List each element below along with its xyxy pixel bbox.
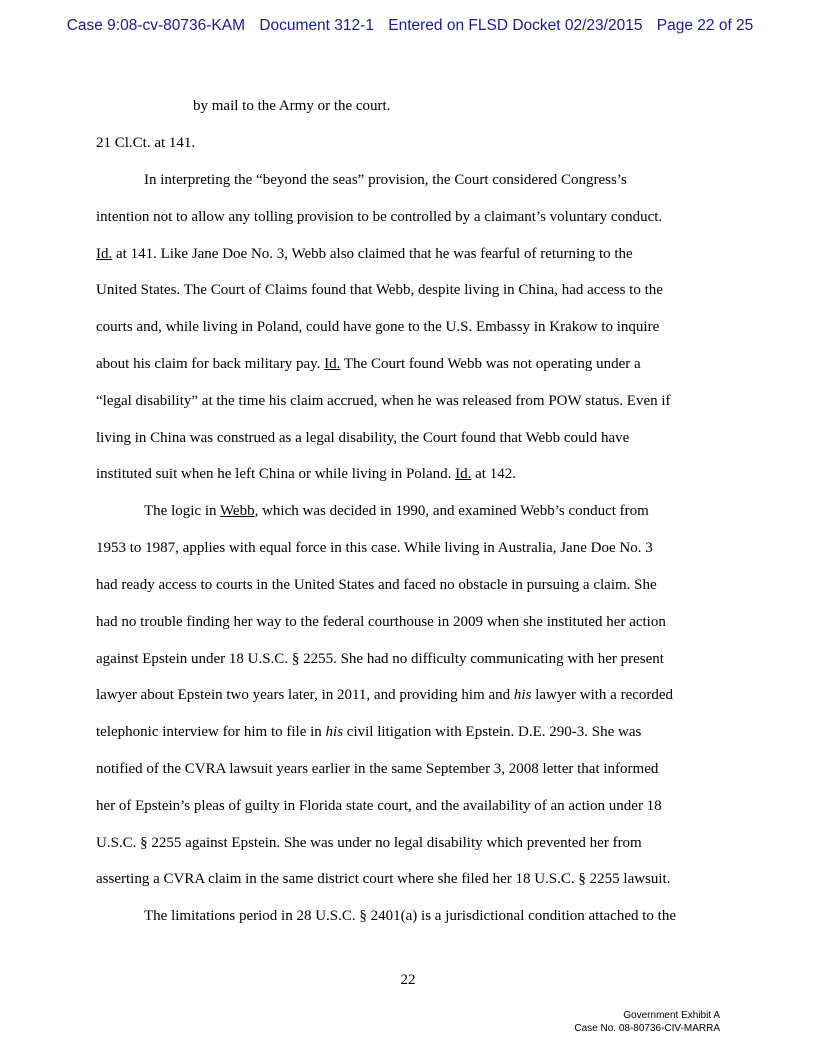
body-line: by mail to the Army or the court. <box>193 98 391 114</box>
header-entered: Entered on FLSD Docket 02/23/2015 <box>388 17 643 34</box>
exhibit-label: Government Exhibit A <box>623 1010 720 1021</box>
body-line: her of Epstein’s pleas of guilty in Florida state court, and the availability of an action under 18 <box>96 798 662 814</box>
body-line: “legal disability” at the time his claim accrued, when he was released from POW status. Even if <box>96 393 671 409</box>
exhibit-stamp <box>574 1009 720 1035</box>
body-line <box>96 686 673 704</box>
body-line <box>144 502 649 520</box>
case-name-webb: Webb <box>219 503 255 519</box>
citation-id: Id. <box>96 246 113 262</box>
italic-his: his <box>325 724 344 740</box>
exhibit-case-number: Case No. 08-80736-CIV-MARRA <box>574 1023 720 1034</box>
body-text: , which was decided in 1990, and examined Webb’s conduct from <box>254 503 649 519</box>
header-case-number: Case 9:08-cv-80736-KAM <box>66 17 246 34</box>
citation-id: Id. <box>324 356 341 372</box>
body-text: The Court found Webb was not operating under a <box>340 356 641 372</box>
body-line: courts and, while living in Poland, could have gone to the U.S. Embassy in Krakow to inquire <box>96 319 660 335</box>
body-text: civil litigation with Epstein. D.E. 290-3. She was <box>343 724 642 740</box>
body-line: asserting a CVRA claim in the same district court where she filed her 18 U.S.C. § 2255 lawsuit. <box>96 871 671 887</box>
header-page: Page 22 of 25 <box>656 17 754 34</box>
body-text: at 141. Like Jane Doe No. 3, Webb also claimed that he was fearful of returning to the <box>112 246 633 262</box>
body-line: living in China was construed as a legal disability, the Court found that Webb could have <box>96 430 630 446</box>
body-line <box>96 465 516 483</box>
body-line: had no trouble finding her way to the federal courthouse in 2009 when she instituted her action <box>96 614 666 630</box>
body-line: 21 Cl.Ct. at 141. <box>96 135 196 151</box>
body-line <box>96 355 641 373</box>
body-text: telephonic interview for him to file in <box>96 724 326 740</box>
body-text: lawyer about Epstein two years later, in 2011, and providing him and <box>96 687 514 703</box>
body-line: 1953 to 1987, applies with equal force in this case. While living in Australia, Jane Doe No. 3 <box>96 540 653 556</box>
body-line <box>96 723 641 741</box>
body-line: The limitations period in 28 U.S.C. § 2401(a) is a jurisdictional condition attached to the <box>144 908 676 924</box>
body-line: intention not to allow any tolling provision to be controlled by a claimant’s voluntary conduct. <box>96 209 663 225</box>
body-text: at 142. <box>471 466 516 482</box>
body-line <box>96 245 633 263</box>
body-text: lawyer with a recorded <box>531 687 674 703</box>
body-text: The logic in <box>144 503 220 519</box>
body-line: In interpreting the “beyond the seas” provision, the Court considered Congress’s <box>144 172 627 188</box>
body-line: against Epstein under 18 U.S.C. § 2255. She had no difficulty communicating with her present <box>96 651 664 667</box>
citation-id: Id. <box>455 466 472 482</box>
body-line: had ready access to courts in the United States and faced no obstacle in pursuing a claim. She <box>96 577 657 593</box>
body-text: about his claim for back military pay. <box>96 356 325 372</box>
body-line: United States. The Court of Claims found that Webb, despite living in China, had access to the <box>96 282 663 298</box>
body-text: instituted suit when he left China or while living in Poland. <box>96 466 456 482</box>
docket-header <box>40 17 780 34</box>
body-line: notified of the CVRA lawsuit years earlier in the same September 3, 2008 letter that informed <box>96 761 659 777</box>
page-number: 22 <box>400 972 416 988</box>
header-document: Document 312-1 <box>259 17 374 34</box>
italic-his: his <box>513 687 532 703</box>
body-line: U.S.C. § 2255 against Epstein. She was under no legal disability which prevented her from <box>96 835 642 851</box>
